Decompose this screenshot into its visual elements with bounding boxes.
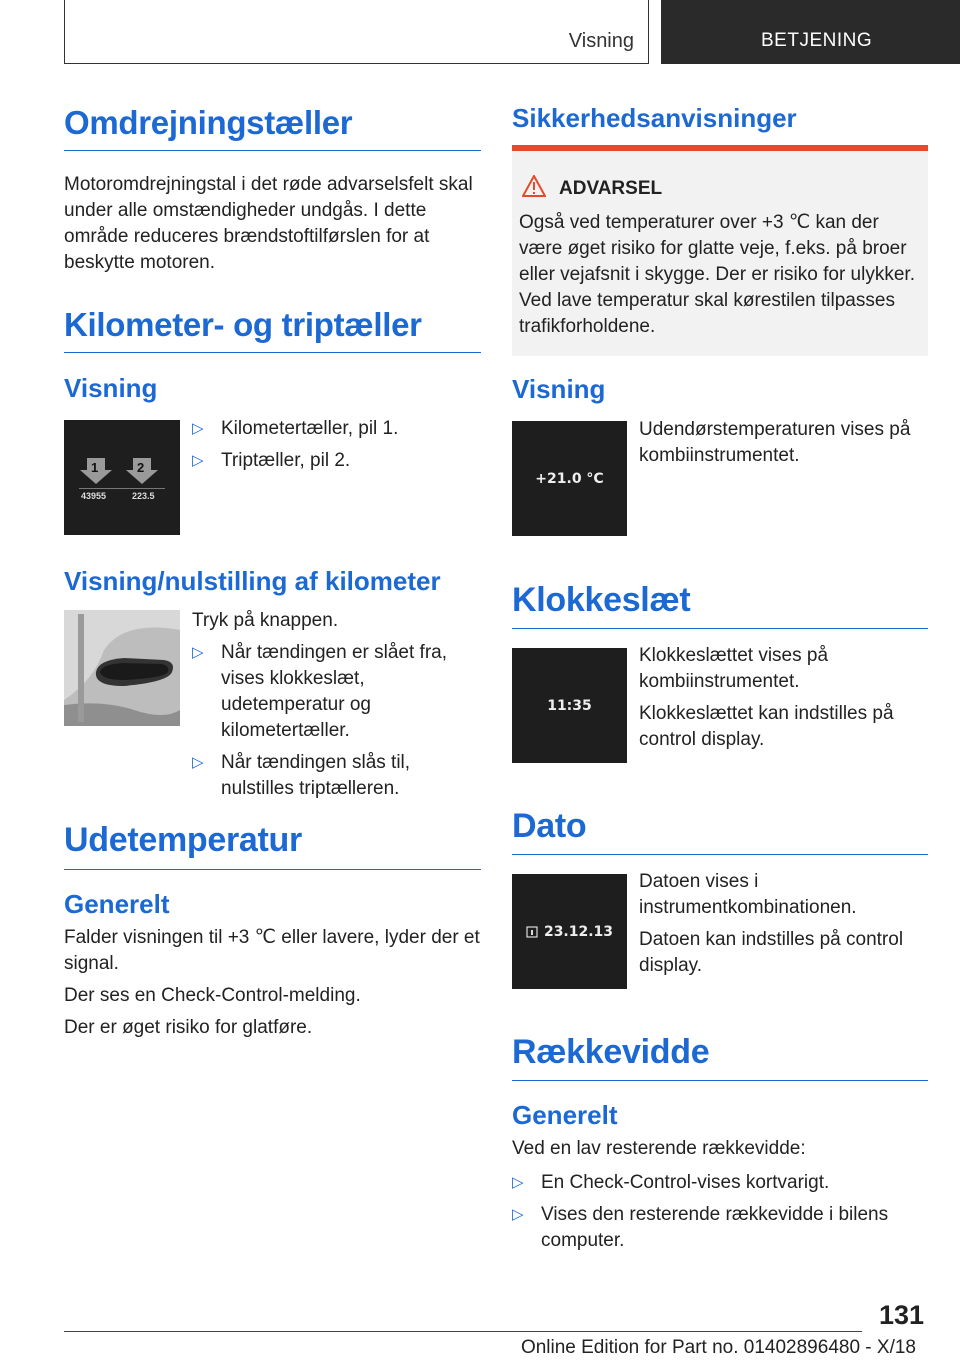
odometer-arrow-1-label: 1 bbox=[91, 460, 99, 475]
kilometer-section bbox=[64, 306, 481, 353]
list-item: ▷ Triptæller, pil 2. bbox=[192, 448, 482, 474]
generelt-text-3: Der er øget risiko for glatføre. bbox=[64, 1017, 313, 1038]
list-item: ▷ Når tændingen er slået fra, vises klokkeslæt, udetemperatur og kilometertæller. bbox=[192, 640, 482, 744]
list-item: ▷ Når tændingen slås til, nulstilles triptælleren. bbox=[192, 750, 482, 802]
header-chapter-tab bbox=[661, 0, 960, 64]
odometer-image bbox=[64, 420, 180, 535]
raekkevidde-list bbox=[512, 1170, 928, 1254]
clock-display-image bbox=[512, 648, 627, 763]
klokkeslaet-text-1: Klokkeslættet vises på kombiinstrumentet. bbox=[639, 645, 829, 692]
temperature-display-image bbox=[512, 421, 627, 536]
header-section-label: Visning bbox=[568, 30, 634, 52]
dato-text-1: Datoen vises i instrumentkombinationen. bbox=[639, 871, 857, 918]
date-value: 23.12.13 bbox=[543, 923, 614, 940]
raekkevidde-heading: Rækkevidde bbox=[512, 1033, 928, 1081]
sikkerhed-heading: Sikkerhedsanvisninger bbox=[512, 103, 797, 133]
list-item: ▷ En Check-Control-vises kortvarigt. bbox=[512, 1170, 928, 1196]
odometer-arrow-2-label: 2 bbox=[137, 460, 145, 475]
warning-box bbox=[512, 145, 928, 356]
page-number: 131 bbox=[878, 1300, 924, 1330]
nulstilling-list bbox=[192, 640, 482, 802]
temperature-value: +21.0 °C bbox=[535, 470, 604, 487]
odometer-value: 43955 bbox=[81, 491, 107, 501]
footer-edition: Online Edition for Part no. 01402896480 - X/18 bbox=[520, 1337, 916, 1358]
raekkevidde-intro: Ved en lav resterende rækkevidde: bbox=[512, 1138, 806, 1159]
generelt-heading-left: Generelt bbox=[64, 889, 170, 919]
nulstilling-intro: Tryk på knappen. bbox=[192, 610, 339, 631]
udetemperatur-heading: Udetemperatur bbox=[64, 821, 481, 870]
kilometer-heading: Kilometer- og triptæller bbox=[64, 306, 481, 353]
generelt-heading-right: Generelt bbox=[512, 1100, 618, 1130]
klokkeslaet-text-2: Klokkeslættet kan indstilles på control display. bbox=[639, 703, 894, 750]
visning-list-left bbox=[192, 416, 482, 474]
dato-text-2: Datoen kan indstilles på control display. bbox=[639, 929, 904, 976]
nulstilling-heading: Visning/nulstilling af kilometer bbox=[64, 566, 441, 596]
header-chapter-label: BETJENING bbox=[761, 30, 873, 51]
left-column bbox=[64, 104, 481, 276]
visning-text-right: Udendørstemperaturen vises på kombiinstrumentet. bbox=[639, 419, 911, 466]
omdrejning-heading: Omdrejningstæller bbox=[64, 104, 481, 151]
footer-divider bbox=[64, 1331, 862, 1332]
calendar-icon bbox=[526, 926, 538, 938]
omdrejning-text: Motoromdrejningstal i det røde advarselsfelt skal under alle omstændigheder undgås. I dette område reduceres brændstoftilførslen for at beskytte motoren. bbox=[64, 174, 473, 273]
list-item: ▷ Kilometertæller, pil 1. bbox=[192, 416, 482, 442]
visning-heading-left: Visning bbox=[64, 373, 158, 403]
hand-pointer-icon bbox=[231, 26, 257, 52]
reset-button-image bbox=[64, 610, 180, 726]
dato-heading: Dato bbox=[512, 807, 928, 855]
date-display-image bbox=[512, 874, 627, 989]
visning-heading-right: Visning bbox=[512, 374, 606, 404]
reset-button-photo bbox=[64, 610, 180, 726]
warning-text: Også ved temperaturer over +3 ℃ kan der være øget risiko for glatte veje, f.eks. på broer eller vejafsnit i skygge. Der er risiko for ulykker. Ved lave temperatur skal kørestilen tilpasses trafikforholdene. bbox=[519, 212, 915, 337]
warning-label: ADVARSEL bbox=[559, 178, 663, 199]
clock-value: 11:35 bbox=[547, 697, 592, 714]
tripmeter-value: 223.5 bbox=[132, 491, 155, 501]
header-section-tab bbox=[64, 0, 649, 64]
warning-triangle-icon bbox=[522, 175, 546, 197]
generelt-text-1: Falder visningen til +3 ℃ eller lavere, lyder der et signal. bbox=[64, 927, 480, 974]
odometer-arrows-icon bbox=[64, 420, 180, 535]
klokkeslaet-heading: Klokkeslæt bbox=[512, 581, 928, 629]
list-item: ▷ Vises den resterende rækkevidde i bilens computer. bbox=[512, 1202, 928, 1254]
generelt-text-2: Der ses en Check-Control-melding. bbox=[64, 985, 361, 1006]
